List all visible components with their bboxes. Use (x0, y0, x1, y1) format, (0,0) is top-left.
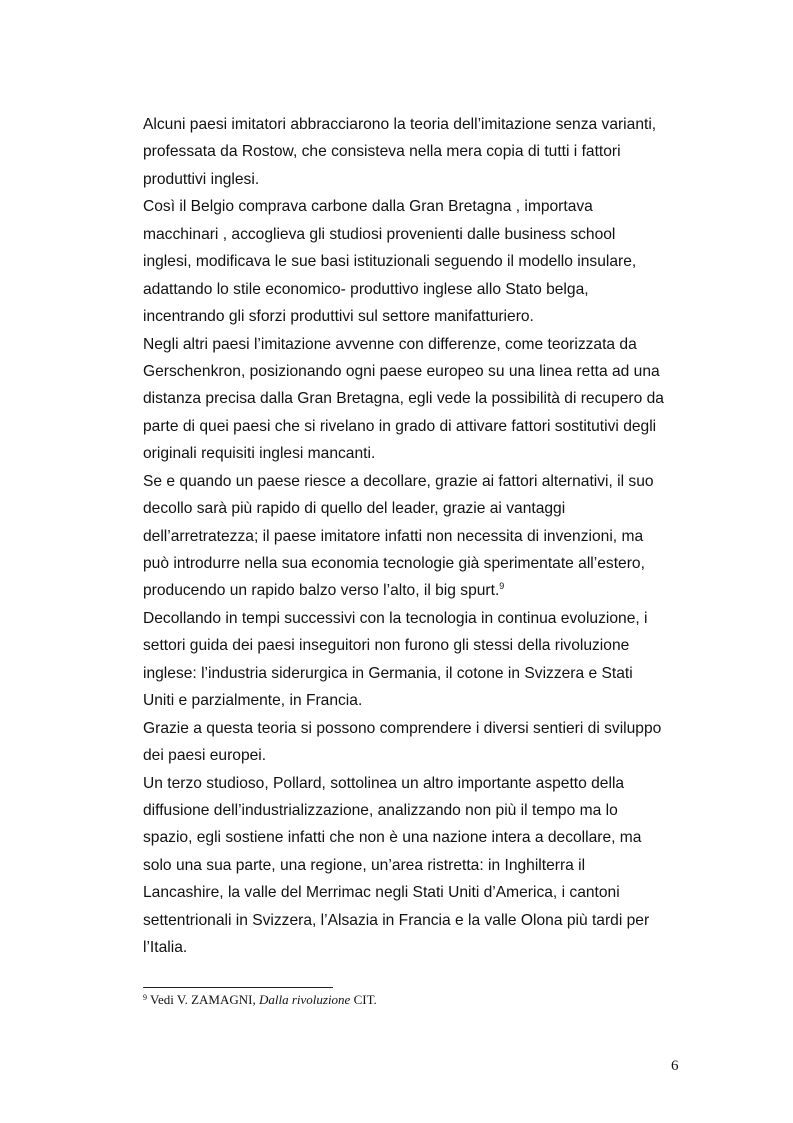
body-line: può introdurre nella sua economia tecnologie già sperimentate all’estero, (143, 555, 645, 572)
body-text (143, 111, 683, 962)
body-line: spazio, egli sostiene infatti che non è una nazione intera a decollare, ma (143, 829, 642, 847)
body-line: dell’arretratezza; il paese imitatore infatti non necessita di invenzioni, ma (143, 527, 644, 545)
body-line: decollo sarà più rapido di quello del leader, grazie ai vantaggi (143, 500, 566, 518)
body-line: macchinari , accoglieva gli studiosi provenienti dalle business school (143, 225, 616, 243)
body-line: parte di quei paesi che si rivelano in grado di attivare fattori sostitutivi degli (143, 417, 657, 435)
body-line: incentrando gli sforzi produttivi sul settore manifatturiero. (143, 308, 534, 326)
body-line: Gerschenkron, posizionando ogni paese europeo su una linea retta ad una (143, 362, 660, 380)
body-line: produttivi inglesi. (143, 170, 260, 188)
body-line: distanza precisa dalla Gran Bretagna, egli vede la possibilità di recupero da (143, 390, 664, 408)
body-line: Così il Belgio comprava carbone dalla Gran Bretagna , importava (143, 198, 593, 216)
body-line: Negli altri paesi l’imitazione avvenne con differenze, come teorizzata da (143, 335, 637, 353)
footnote-divider (143, 987, 333, 988)
body-line: dei paesi europei. (143, 747, 267, 765)
body-line: settori guida dei paesi inseguitori non furono gli stessi della rivoluzione (143, 637, 630, 655)
body-line: l’Italia. (143, 939, 188, 957)
body-line: inglesi, modificava le sue basi istituzionali seguendo il modello insulare, (143, 253, 637, 271)
body-line: Grazie a questa teoria si possono comprendere i diversi sentieri di sviluppo (143, 719, 662, 737)
footnote-prefix: Vedi V. ZAMAGNI, (147, 992, 259, 1007)
body-line: settentrionali in Svizzera, l’Alsazia in Francia e la valle Olona più tardi per (143, 911, 650, 929)
footnote-number: 9 (143, 993, 147, 1002)
body-line: Un terzo studioso, Pollard, sottolinea un altro importante aspetto della (143, 774, 625, 792)
body-line: inglese: l’industria siderurgica in Germania, il cotone in Svizzera e Stati (143, 664, 633, 682)
body-line: Se e quando un paese riesce a decollare, grazie ai fattori alternativi, il suo (143, 472, 654, 490)
body-line: adattando lo stile economico- produttivo inglese allo Stato belga, (143, 280, 589, 298)
body-line: Uniti e parzialmente, in Francia. (143, 692, 363, 710)
body-line: professata da Rostow, che consisteva nella mera copia di tutti i fattori (143, 143, 621, 161)
footnote-reference[interactable]: 9 (499, 581, 505, 592)
footnote-title: Dalla rivoluzione (258, 992, 351, 1007)
body-line: solo una sua parte, una regione, un’area ristretta: in Inghilterra il (143, 856, 586, 874)
body-line-text: producendo un rapido balzo verso l’alto, il big spurt. (143, 582, 500, 600)
body-line: originali requisiti inglesi mancanti. (143, 445, 376, 463)
footnote (143, 992, 377, 1008)
body-line: Decollando in tempi successivi con la tecnologia in continua evoluzione, i (143, 609, 648, 627)
body-line: Alcuni paesi imitatori abbracciarono la teoria dell’imitazione senza varianti, (143, 116, 657, 133)
body-line: diffusione dell’industrializzazione, analizzando non più il tempo ma lo (143, 801, 618, 819)
body-line: Lancashire, la valle del Merrimac negli Stati Uniti d’America, i cantoni (143, 884, 620, 902)
footnote-suffix: CIT. (350, 992, 377, 1007)
page-number: 6 (671, 1058, 679, 1074)
body-line-with-footnote-ref (143, 577, 683, 604)
